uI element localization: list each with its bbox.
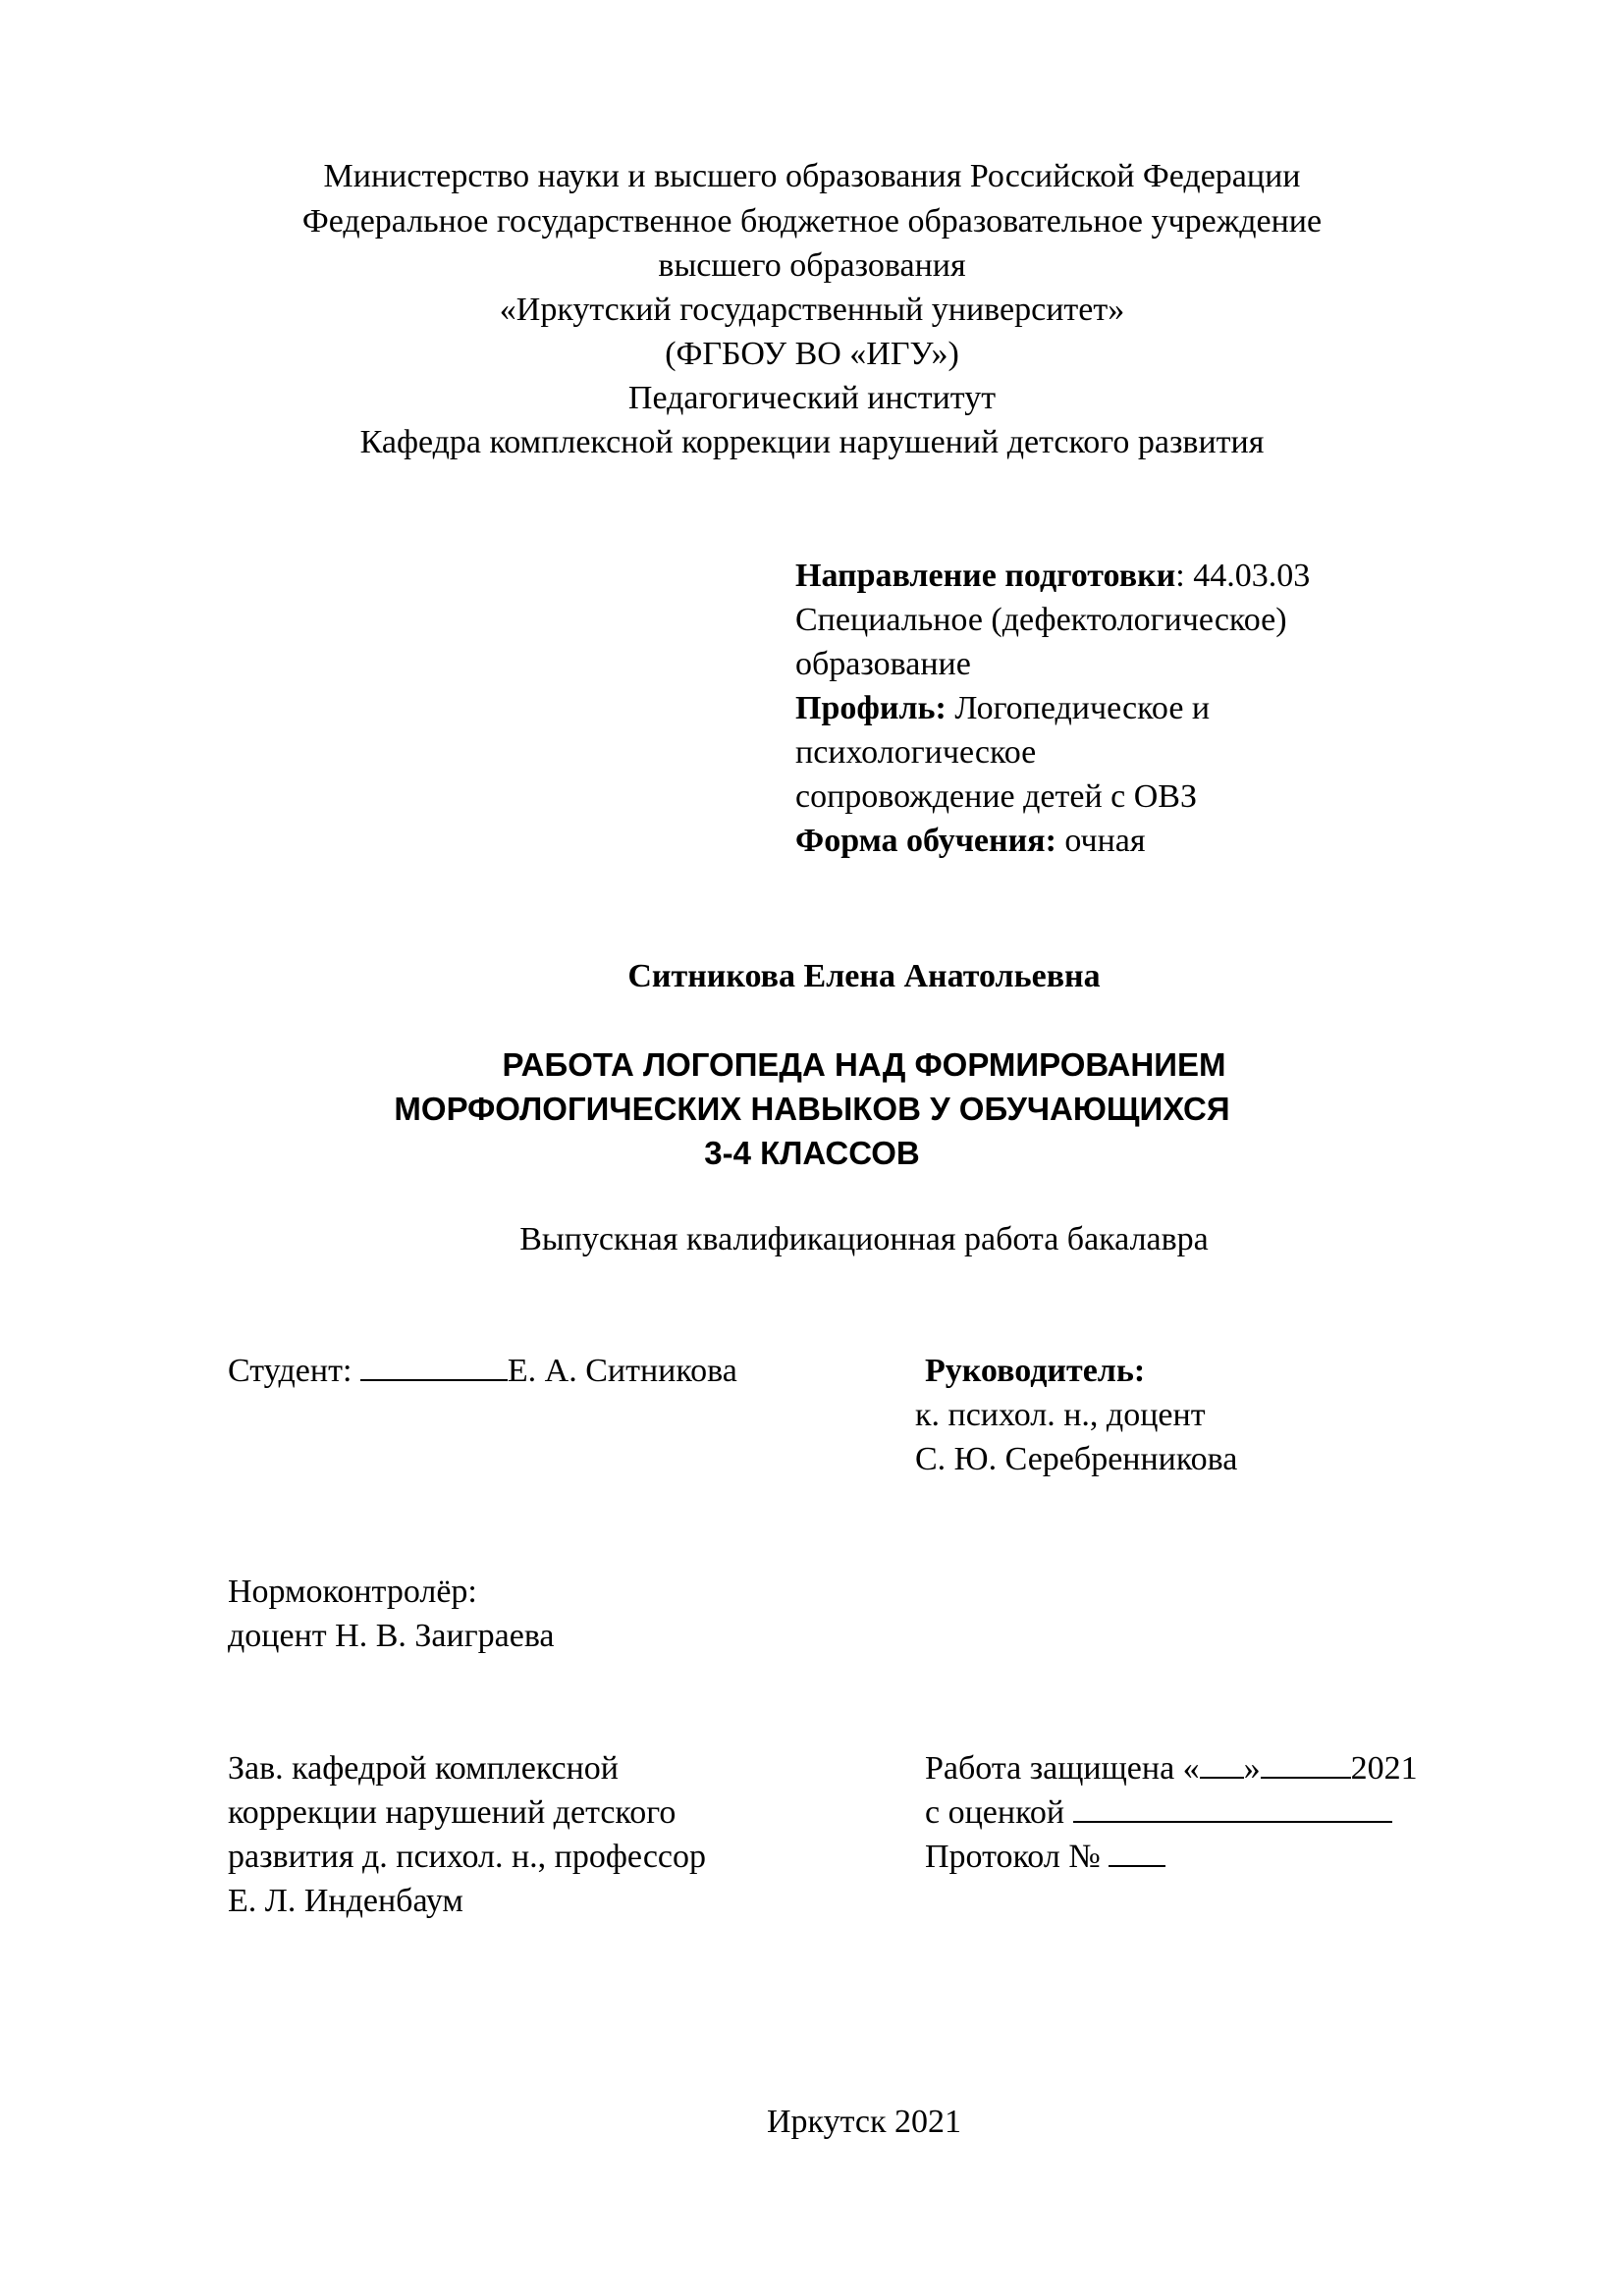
department-line: Кафедра комплексной коррекции нарушений детского развития [359,424,1265,460]
defense-month-blank [1261,1747,1351,1779]
grade-blank [1073,1791,1392,1823]
protocol-line [925,1836,1165,1879]
defense-line [925,1747,1418,1790]
thesis-title-line-3: 3-4 КЛАССОВ [704,1135,920,1171]
direction-code: : 44.03.03 [1175,558,1311,594]
supervisor-name: С. Ю. Серебренникова [915,1441,1238,1477]
ministry-line: Министерство науки и высшего образования Российской Федерации [323,158,1301,194]
defense-day-blank [1200,1747,1244,1779]
supervisor-degree: к. психол. н., доцент [915,1397,1206,1433]
thesis-title-line-1: РАБОТА ЛОГОПЕДА НАД ФОРМИРОВАНИЕМ [502,1046,1226,1083]
form-label: Форма обучения: [795,823,1056,859]
direction-label: Направление подготовки [795,558,1176,594]
direction-name-2: образование [795,646,971,682]
head-line-3: развития д. психол. н., профессор [228,1839,707,1875]
form-value: очная [1056,823,1146,859]
norm-controller-name: доцент Н. В. Заиграева [228,1618,555,1654]
profile-name-3: сопровождение детей с ОВЗ [795,778,1198,815]
education-level-line: высшего образования [658,247,966,284]
head-line-1: Зав. кафедрой комплексной [228,1750,620,1787]
author-name: Ситникова Елена Анатольевна [627,958,1101,994]
protocol-blank [1109,1836,1165,1867]
work-type: Выпускная квалификационная работа бакалавра [519,1221,1209,1257]
protocol-label: Протокол № [925,1839,1110,1875]
grade-line [925,1791,1392,1835]
profile-line [795,687,1210,730]
defense-prefix: Работа защищена « [925,1750,1200,1787]
supervisor-label: Руководитель: [925,1353,1146,1389]
defense-mid: » [1243,1750,1261,1787]
student-line [228,1350,737,1393]
defense-year: 2021 [1350,1750,1418,1787]
city-year: Иркутск 2021 [767,2104,961,2140]
profile-name-2: психологическое [795,734,1037,771]
form-line [795,820,1146,863]
abbreviation-line: (ФГБОУ ВО «ИГУ») [665,336,959,372]
norm-controller-label: Нормоконтролёр: [228,1574,477,1610]
institution-type-line: Федеральное государственное бюджетное образовательное учреждение [301,203,1323,240]
student-signature-blank [360,1350,508,1381]
head-line-4: Е. Л. Инденбаум [228,1883,463,1919]
direction-name-1: Специальное (дефектологическое) [795,602,1287,638]
institute-line: Педагогический институт [627,380,997,416]
profile-label: Профиль: [795,690,947,726]
profile-name-1: Логопедическое и [946,690,1211,726]
student-name: Е. А. Ситникова [507,1353,737,1389]
grade-label: с оценкой [925,1794,1073,1831]
thesis-title-line-2: МОРФОЛОГИЧЕСКИХ НАВЫКОВ У ОБУЧАЮЩИХСЯ [394,1091,1230,1127]
head-line-2: коррекции нарушений детского [228,1794,677,1831]
university-line: «Иркутский государственный университет» [499,292,1125,328]
student-label: Студент: [228,1353,360,1389]
direction-line [795,555,1310,598]
